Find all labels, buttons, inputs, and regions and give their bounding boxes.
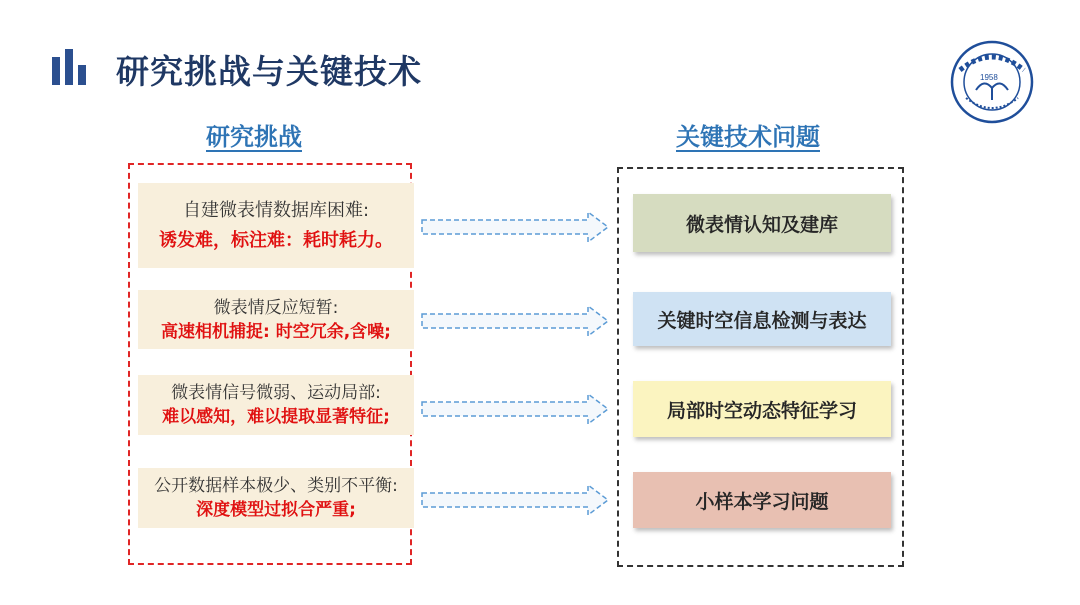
bar-chart-icon — [52, 49, 86, 85]
challenge-box-1 — [138, 183, 414, 268]
tech-box-1: 微表情认知及建库 — [633, 194, 891, 252]
arrow-right-icon — [420, 392, 610, 426]
tech-box-3: 局部时空动态特征学习 — [633, 381, 891, 437]
challenge-text: 公开数据样本极少、类别不平衡: — [154, 476, 398, 496]
challenge-box-2 — [138, 290, 414, 349]
university-logo — [950, 40, 1034, 124]
challenge-box-4 — [138, 468, 414, 528]
tech-heading: 关键技术问题 — [676, 123, 820, 151]
arrow-right-icon — [420, 483, 610, 517]
tech-box-4: 小样本学习问题 — [633, 472, 891, 528]
challenge-text: 自建微表情数据库困难: — [182, 200, 370, 221]
challenge-detail: 高速相机捕捉: 时空冗余,含噪; — [161, 322, 391, 342]
challenge-text: 微表情信号微弱、运动局部: — [171, 383, 381, 403]
page-title: 研究挑战与关键技术 — [116, 52, 422, 91]
tech-box-2: 关键时空信息检测与表达 — [633, 292, 891, 346]
challenges-heading: 研究挑战 — [206, 123, 302, 151]
challenge-detail: 诱发难，标注难：耗时耗力。 — [159, 230, 393, 251]
challenge-detail: 深度模型过拟合严重; — [196, 500, 356, 520]
challenge-detail: 难以感知，难以提取显著特征; — [162, 407, 390, 427]
challenge-box-3 — [138, 375, 414, 435]
logo-year: 1958 — [980, 73, 998, 82]
challenge-text: 微表情反应短暂: — [213, 298, 339, 318]
arrow-right-icon — [420, 304, 610, 338]
arrow-right-icon — [420, 210, 610, 244]
